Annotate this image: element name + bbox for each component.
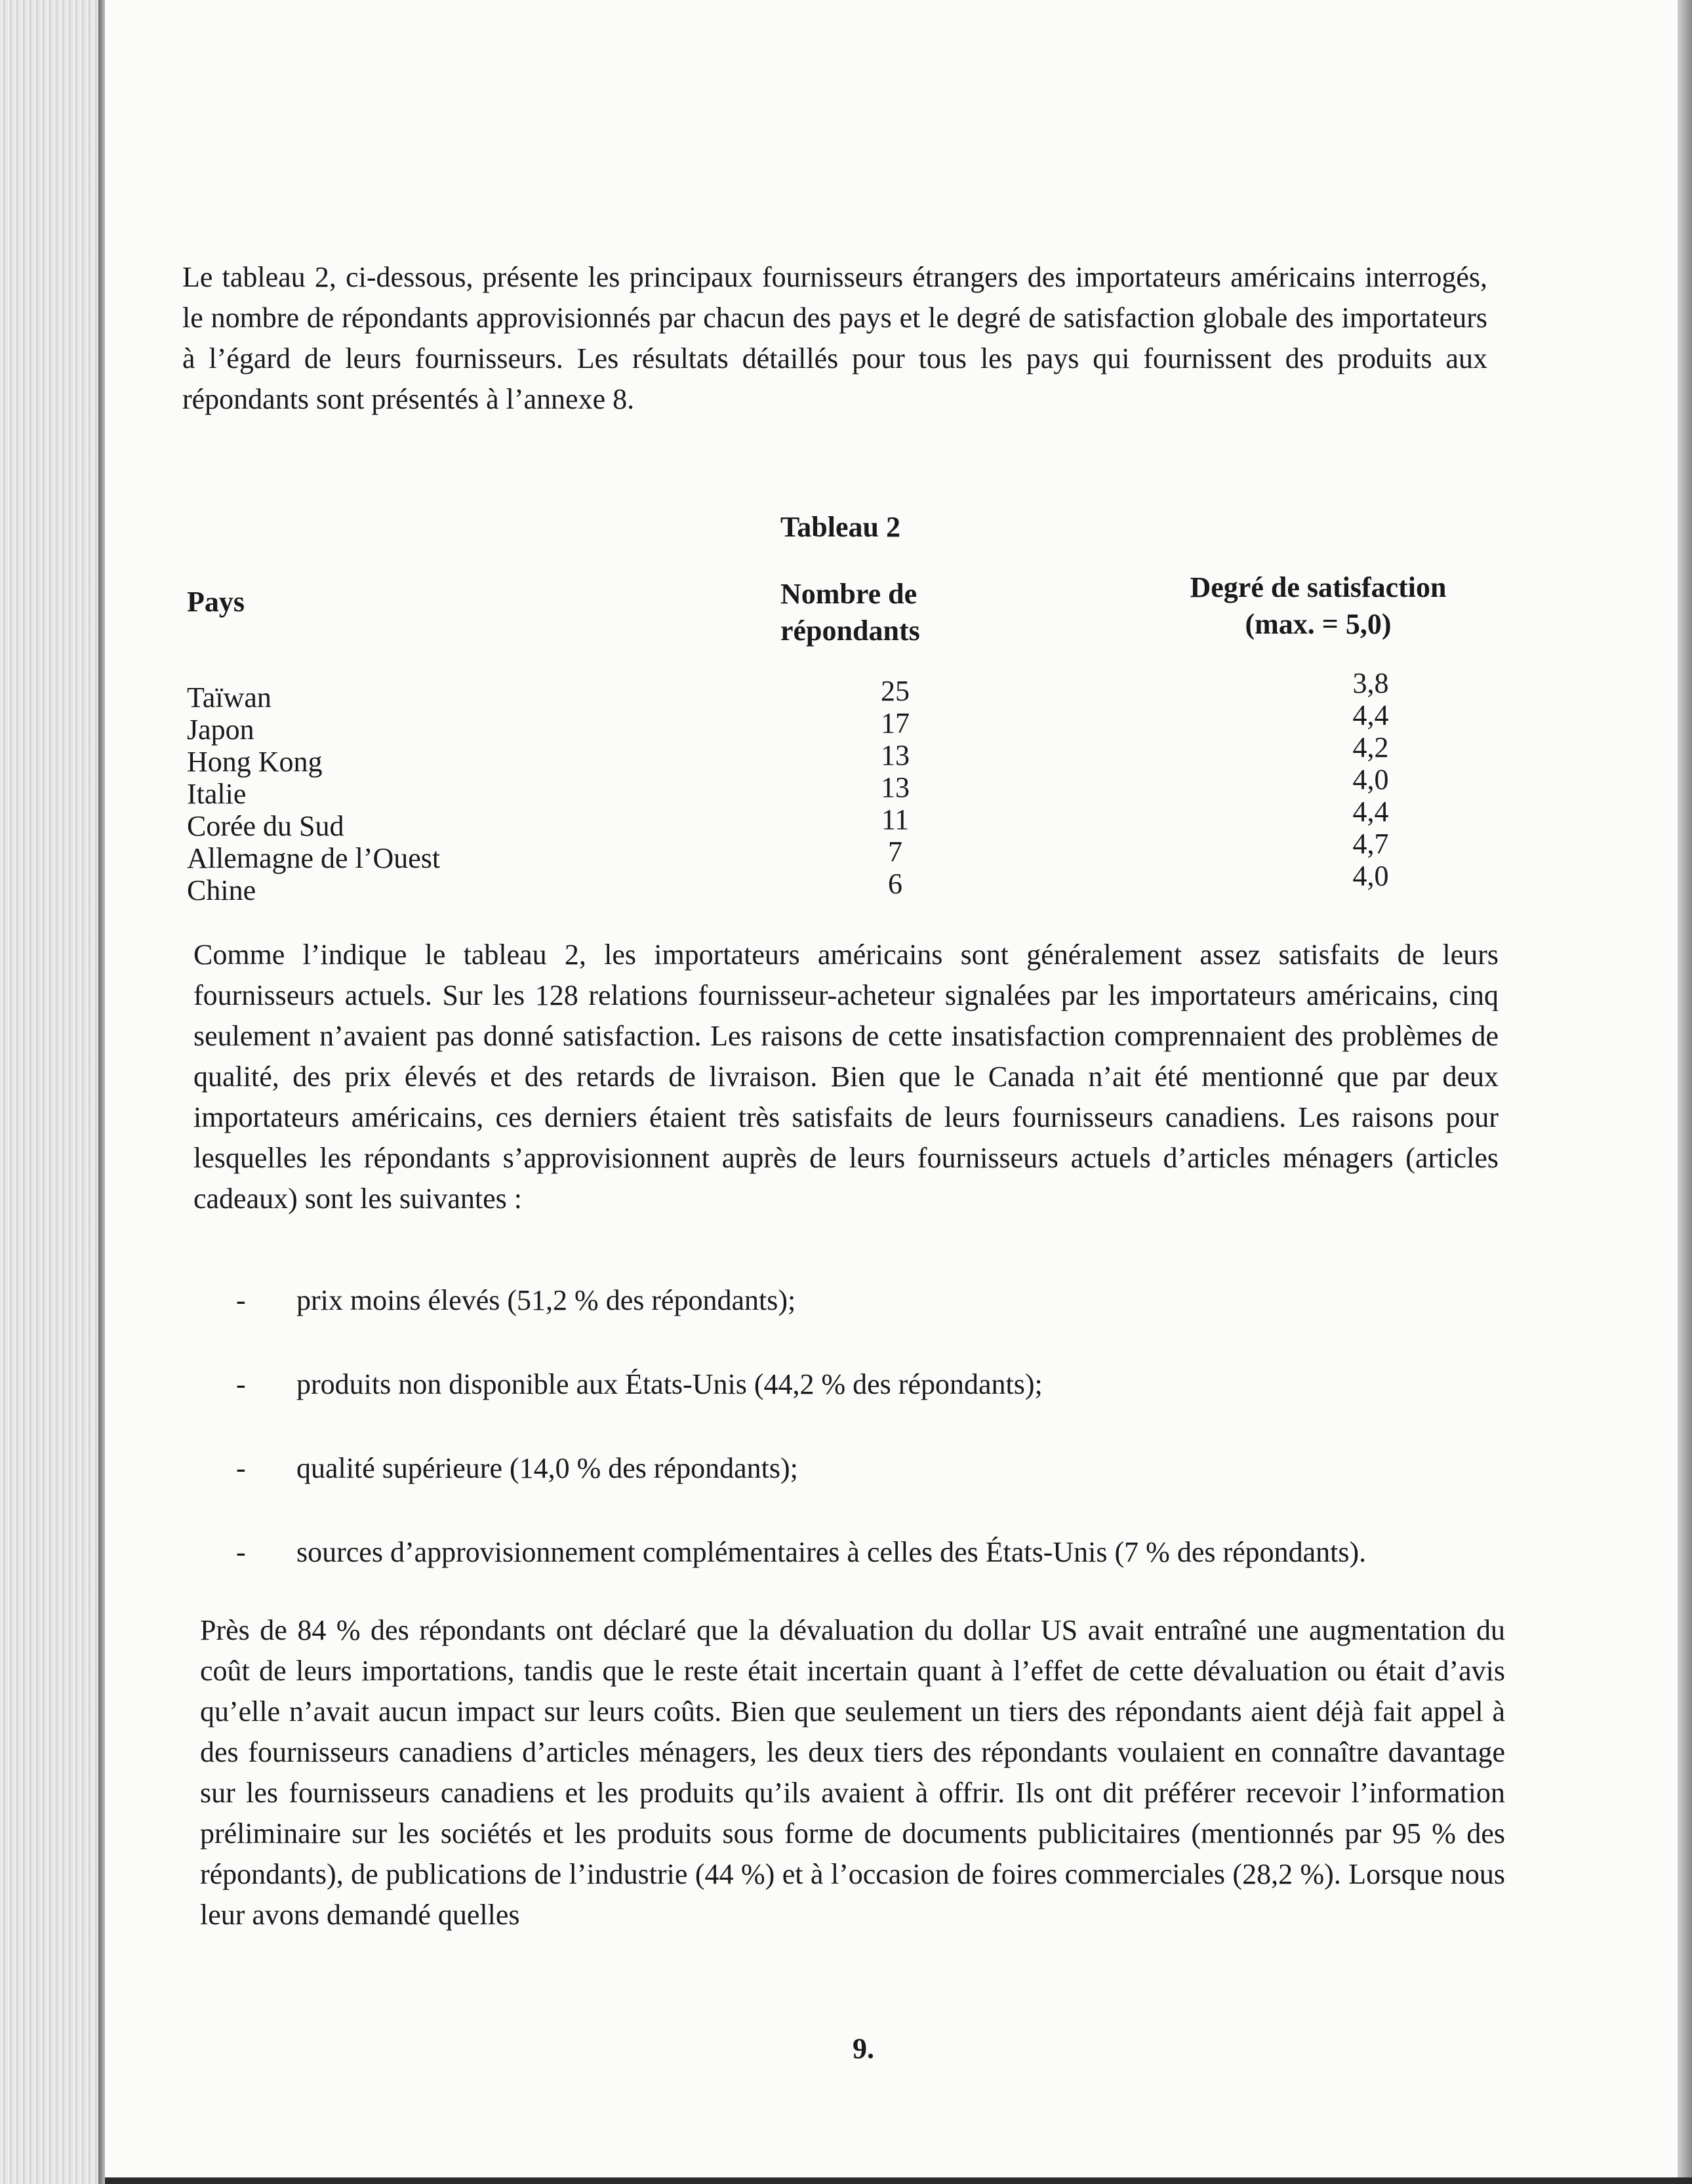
dash-marker: - — [236, 1284, 246, 1316]
table-body — [187, 667, 1499, 906]
cell-count: 13 — [881, 739, 910, 771]
scan-right-edge — [1678, 0, 1692, 2184]
cell-country: Corée du Sud — [187, 810, 344, 842]
header-country: Pays — [187, 586, 245, 618]
dash-marker: - — [236, 1536, 246, 1568]
cell-count: 17 — [881, 707, 910, 739]
cell-satisfaction: 3,8 — [1352, 667, 1389, 699]
table-row — [187, 860, 1499, 906]
header-satisfaction-line2: (max. = 5,0) — [1245, 608, 1392, 640]
header-count-line2: répondants — [780, 615, 920, 647]
cell-country: Allemagne de l’Ouest — [187, 842, 441, 874]
list-item-text: sources d’approvisionnement complémentaires à celles des États-Unis (7 % des répondants). — [296, 1536, 1367, 1568]
cell-satisfaction: 4,0 — [1352, 763, 1389, 796]
list-item-text: qualité supérieure (14,0 % des répondants); — [296, 1452, 798, 1484]
middle-paragraph: Comme l’indique le tableau 2, les importateurs américains sont généralement assez satisfaits de leurs fournisseurs actuels. Sur les 128 relations fournisseur-acheteur signalées par les importateurs américains, cinq seulement n’avaient pas donné satisfaction. Les raisons de cette insatisfaction comprennaient des problèmes de qualité, des prix élevés et des retards de livraison. Bien que le Canada n’ait été mentionné que par deux importateurs américains, ces derniers étaient très satisfaits de leurs fournisseurs canadiens. Les raisons pour lesquelles les répondants s’approvisionnent auprès de leurs fournisseurs actuels d’articles ménagers (articles cadeaux) sont les suivantes : — [193, 939, 1499, 1215]
cell-count: 13 — [881, 771, 910, 803]
scan-bottom-edge — [105, 2177, 1692, 2184]
list-item-text: produits non disponible aux États-Unis (44,2 % des répondants); — [296, 1368, 1043, 1400]
cell-satisfaction: 4,7 — [1352, 828, 1389, 860]
header-satisfaction — [1174, 569, 1462, 643]
cell-country: Hong Kong — [187, 746, 323, 778]
list-item — [236, 1534, 1521, 1618]
cell-count: 11 — [881, 803, 910, 836]
closing-paragraph: Près de 84 % des répondants ont déclaré que la dévaluation du dollar US avait entraîné une augmentation du coût de leurs importations, tandis que le reste était incertain quant à l’effet de cette dévaluation ou était d’avis qu’elle n’avait aucun impact sur leurs coûts. Bien que seulement un tiers des répondants aient déjà fait appel à des fournisseurs canadiens d’articles ménagers, les deux tiers des répondants voulaient en connaître davantage sur les fournisseurs canadiens et les produits qu’ils avaient à offrir. Ils ont dit préférer recevoir l’information préliminaire sur les sociétés et les produits sous forme de documents publicitaires (mentionnés par 95 % des répondants), de publications de l’industrie (44 %) et à l’occasion de foires commerciales (28,2 %). Lorsque nous leur avons demandé quelles — [200, 1614, 1505, 1931]
cell-country: Taïwan — [187, 681, 272, 714]
scan-binding-shadow — [98, 0, 105, 2184]
cell-satisfaction: 4,2 — [1352, 731, 1389, 763]
list-item — [236, 1282, 1521, 1366]
cell-satisfaction: 4,4 — [1352, 699, 1389, 731]
header-respondent-count — [780, 576, 920, 649]
intro-paragraph: Le tableau 2, ci-dessous, présente les principaux fournisseurs étrangers des importateurs américains interrogés, le nombre de répondants approvisionnés par chacun des pays et le degré de satisfaction globale des importateurs à l’égard de leurs fournisseurs. Les résultats détaillés pour tous les pays qui fournissent des produits aux répondants sont présentés à l’annexe 8. — [182, 261, 1487, 415]
cell-country: Italie — [187, 778, 247, 810]
cell-satisfaction: 4,4 — [1352, 796, 1389, 828]
header-count-line1: Nombre de — [780, 578, 917, 610]
cell-count: 7 — [888, 836, 902, 868]
table-title: Tableau 2 — [780, 511, 901, 543]
header-satisfaction-line1: Degré de satisfaction — [1190, 571, 1447, 603]
dash-marker: - — [236, 1368, 246, 1400]
cell-count: 25 — [881, 675, 910, 707]
list-item — [236, 1450, 1521, 1534]
scan-left-edge — [0, 0, 105, 2184]
dash-marker: - — [236, 1452, 246, 1484]
reasons-list — [236, 1282, 1521, 1618]
cell-country: Chine — [187, 874, 256, 906]
list-item — [236, 1366, 1521, 1450]
cell-satisfaction: 4,0 — [1352, 860, 1389, 892]
list-item-text: prix moins élevés (51,2 % des répondants); — [296, 1284, 796, 1316]
page-number: 9. — [853, 2032, 874, 2065]
cell-country: Japon — [187, 714, 254, 746]
cell-count: 6 — [888, 868, 902, 900]
